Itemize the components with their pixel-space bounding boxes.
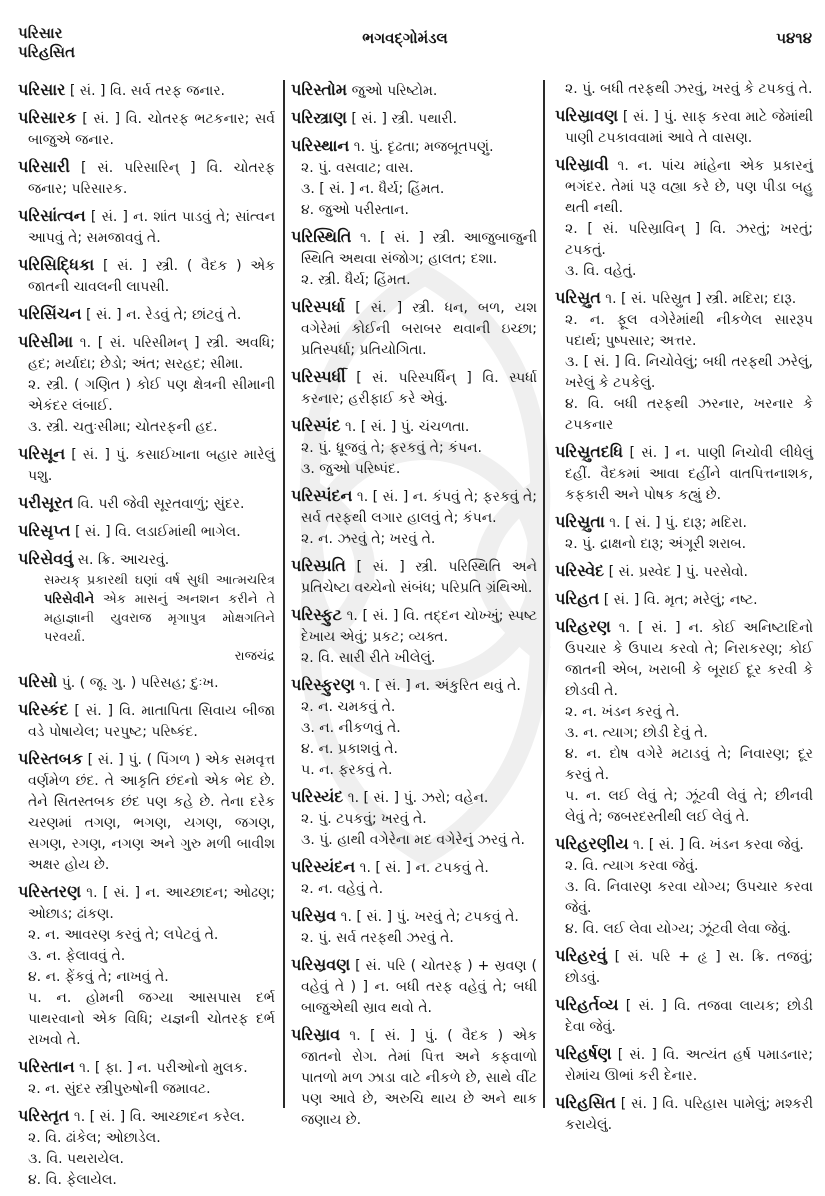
quote-keyword: પરિસેવીને [44,592,95,607]
sense-line: ૨. ન. આવરણ કરવું તે; લપેટવું તે. [28,927,219,943]
definition: ૧. [ સં. ] ન. કોઈ અનિષ્ટાદિનો ઉપચાર કે ઉપાય કરવો તે; નિરાકરણ; કોઈ જાતની એબ, ખરાબી કે બૂરાઈ દૂર કરવી કે છોડવી તે. [565,620,814,699]
definition: [ સં. ] સ્ત્રી. ધન, બળ, યશ વગેરેમાં કોઈની બરાબર થવાની ઇચ્છા; પ્રતિસ્પર્ધા; પ્રતિયોગિતા. [301,300,538,358]
column-divider [543,80,545,1108]
dictionary-entry [18,254,275,298]
dictionary-entry [555,1043,813,1087]
dictionary-entry [555,1092,813,1136]
entry-main-line [18,881,275,925]
definition: [ સં. ] સ્ત્રી. ( વૈદક ) એક જાતની ચાવલની લાપસી. [28,258,276,295]
entry-main-line [291,555,537,599]
entry-main-line [555,945,813,989]
headword: પરિહરણ [555,617,611,636]
sense-line: ૨. પું. બધી તરફથી ઝરવું, ખરવું કે ટપકવું તે. [565,81,813,97]
sense-line: ૩. ન. ફેલાવવું તે. [28,948,126,964]
headword: પરિસેવવું [18,549,74,568]
entry-main-line [291,786,537,809]
entry-main-line [291,107,537,130]
sense-line: ૫. ન. હોમની જગ્યા આસપાસ દર્ભ પાથરવાનો એક વિધિ; યજ્ઞની ચોતરફ દર્ભ રાખવો તે. [28,990,275,1048]
headword: પરિસ્વેદ [555,561,605,580]
definition: [ સં. ] પું. સાફ કરવા માટે જેમાંથી પાણી ટપકાવવામાં આવે તે વાસણ. [565,109,813,146]
dictionary-entry [291,1024,537,1131]
definition: ૧. [ સં. ] વિ. આચ્છાદન કરેલ. [73,1109,245,1125]
sense-line: ૩. પું. હાથી વગેરેના મદ વગેરેનું ઝરવું તે. [301,832,525,848]
definition: [ સં. ] પું. કસાઈખાના બહાર મારેલું પશુ. [28,447,275,484]
dictionary-entry [291,905,537,949]
headword: પરિસારક [18,108,77,127]
sense-line: ૨. ન. ચમકવું તે. [301,699,396,715]
headword: પરિસ્તરણ [18,882,82,901]
definition: [ સં. પરિ ( ચોતરફ ) + સ્રવણ ( વહેવું તે ) ] ન. બધી તરફ વહેવું તે; બધી બાજુએથી સ્રાવ થવો તે. [301,958,537,1016]
entry-main-line [291,604,537,648]
definition: ૧. [ સં. ] પું. ખરવું તે; ટપકવું તે. [340,909,519,925]
definition: [ સં. ] ન. રેડવું તે; છાંટવું તે. [86,307,242,323]
entry-main-line [291,415,537,438]
sense-line: ૨. [ સં. પરિસ્રાવિન્ ] વિ. ઝરતું; ખરતું; ટપકતું. [565,221,813,258]
entry-main-line [18,699,275,743]
entry-main-line [291,226,537,270]
dictionary-entry [18,1105,275,1191]
definition: [ સં. પરિ + હૃ ] સ. ક્રિ. તજવું; છોડવું. [565,949,813,986]
sense-line: ૪. વિ. લઈ લેવા યોગ્ય; ઝૂંટવી લેવા જેવું. [565,921,791,937]
definition: ૧. [ સં. ] ન. ટપકવું તે. [359,860,489,876]
dictionary-entry [18,699,275,743]
definition: [ સં. પરિસ્પર્ધિન્ ] વિ. સ્પર્ધા કરનાર; હરીફાઈ કરે એવું. [301,370,537,407]
column-divider [283,80,285,1108]
dictionary-entry [555,560,813,583]
sense-line: ૨. પું. ટપકવું; ખરવું તે. [301,811,427,827]
headword: પરિસ્પંદન [291,486,353,505]
entry-main-line [291,296,537,361]
dictionary-entry [291,107,537,130]
entry-main-line [18,748,275,876]
dictionary-entry [18,331,275,438]
dictionary-entry [18,1056,275,1100]
headword: પરિસો [18,672,58,691]
dictionary-entry [291,135,537,221]
definition: જુઓ પરિષ્ટોમ. [351,83,438,99]
sense-line: ૨. પું. ધ્રૂજવું તે; ફરકવું તે; કંપન. [301,440,482,456]
definition: [ સં. ] પું. ( પિંગળ ) એક સમવૃત્ત વર્ણમેળ છંદ. તે આકૃતિ છંદનો એક ભેદ છે. તેને સિતસ્તબક છંદ પણ કહે છે. તેના દરેક ચરણમાં તગણ, ભગણ, યગણ, જગણ, સગણ, રગણ, નગણ અને ગુરુ મળી બાવીશ અક્ષર હોય છે. [28,752,275,873]
headword: પરિસૂન [18,444,66,463]
headword: પરિસ્થાન [291,136,350,155]
dictionary-entry [291,366,537,410]
definition: ૧. પું. દૃઢતા; મજબૂતપણું. [353,139,494,155]
entry-main-line [18,303,275,326]
dictionary-entry [555,105,813,149]
sense-line: ૪. ન. ફેંકવું તે; નાખવું તે. [28,969,169,985]
entry-main-line [555,994,813,1038]
headword: પરિસ્પ્રતિ [291,556,346,575]
dictionary-entry [555,511,813,555]
sense-line: ૩. જુઓ પરિષ્પંદ. [301,461,401,477]
dictionary-entry [555,994,813,1038]
definition: [ સં. ] વિ. અત્યંત હર્ષ પમાડનાર; રોમાંચ ઊભાં કરી દેનાર. [565,1047,813,1084]
dictionary-entry [18,548,275,666]
dictionary-entry [291,786,537,851]
definition: ૧. [ સં. ] ન. કંપવું તે; ફરકવું તે; સર્વ તરફથી લગાર હાલવું તે; કંપન. [301,489,537,526]
sense-line: ૨. વિ. ઢાંકેલ; ઓછાડેલ. [28,1130,161,1146]
headword: પરિસ્તબક [18,749,83,768]
definition: [ સં. ] વિ. મૃત; મરેલું; નષ્ટ. [603,592,758,608]
entry-main-line [555,1092,813,1136]
headword: પરિસ્રુત [555,288,601,307]
sense-line: ૩. ન. નીકળવું તે. [301,720,401,736]
entry-main-line [555,1043,813,1087]
headword: પરીસૂરત [18,493,74,512]
entry-main-line [291,856,537,879]
definition: ૧. [ સં. ] પું. ઝરો; વહેન. [347,790,489,806]
headword: પરિસ્રવણ [291,955,351,974]
headword: પરિસિદ્ધિકા [18,255,95,274]
entry-main-line [18,254,275,298]
headword: પરિસ્યંદ [291,787,344,806]
definition: [ સં. ] વિ. માતાપિતા સિવાય બીજા વડે પોષાયેલ; પરપુષ્ટ; પરિષ્કંદ. [28,703,275,740]
entry-main-line [18,1105,275,1128]
sense-line: ૨. સ્ત્રી. ( ગણિત ) કોઈ પણ ક્ષેત્રની સીમાની એકંદર લંબાઈ. [28,377,275,414]
headword: પરિસ્થિતિ [291,227,352,246]
headword: પરિહરણીય [555,834,629,853]
definition: [ સં. ] વિ. ચોતરફ ભટકનાર; સર્વ બાજુએ જનાર. [28,111,276,148]
headword: પરિસ્પર્ધી [291,367,346,386]
guide-word-last: પરિહસિત [18,43,76,61]
sense-line: ૨. સ્ત્રી. ધૈર્ય; હિંમત. [301,272,411,288]
headword: પરિહરવું [555,946,607,965]
entry-main-line [291,905,537,928]
entry-main-line [291,79,537,102]
entry-main-line [555,511,813,534]
sense-line: ૪. વિ. બધી તરફથી ઝરનાર, ખરનાર કે ટપકનાર [565,396,813,433]
sense-line: ૪. જુઓ પરીસ્તાન. [301,202,409,218]
sense-line: ૩. વિ. પથરાયેલ. [28,1151,125,1167]
dictionary-entry [18,492,275,515]
entry-main-line [291,485,537,529]
dictionary-entry [18,156,275,200]
headword: પરિસ્રવ [291,906,337,925]
headword: પરિહર્તવ્ય [555,995,619,1014]
dictionary-entry [555,588,813,611]
dictionary-entry [18,881,275,1051]
dictionary-entry [291,226,537,291]
sense-line: ૫. ન. લઈ લેવું તે; ઝૂંટવી લેવું તે; છીનવી લેવું તે; જબરદસ્તીથી લઈ લેવું તે. [565,788,813,825]
headword: પરિસ્ત્રાણ [291,108,347,127]
quote-text: એક માસનું અનશન કરીને તે મહાજ્ઞાની યુવરાજ મૃગાપુત્ર મોક્ષગતિને પરવર્યા. [44,592,275,645]
definition: [ સં. ] વિ. લડાઈમાંથી ભાગેલ. [74,524,241,540]
definition: ૧. [ સં. ] પું. ચંચળતા. [344,419,470,435]
entry-main-line [291,366,537,410]
entry-main-line [555,287,813,310]
dictionary-entry [555,945,813,989]
definition: ૧. [ સં. ] વિ. ખંડન કરવા જેવું. [633,837,804,853]
headword: પરિસ્તોમ [291,80,348,99]
column-1 [18,79,275,1196]
sense-line: ૨. વિ. સારી રીતે ખીલેલું. [301,650,436,666]
column-2 [291,79,537,1136]
sense-line: ૪. ન. દોષ વગેરે મટાડવું તે; નિવારણ; દૂર કરવું તે. [565,746,813,783]
sense-line: ૩. સ્ત્રી. ચતુઃસીમા; ચોતરફની હદ. [28,419,218,435]
dictionary-entry [555,833,813,940]
definition: પું. ( જૂ. ગુ. ) પરિસહ; દુઃખ. [61,675,219,691]
headword: પરિસ્યંદન [291,857,356,876]
definition: ૧. [ સં. ] ન. અંકુરિત થવું તે. [359,678,521,694]
definition: ૧. [ ફા. ] ન. પરીઓનો મુલક. [79,1060,248,1076]
definition: [ સં. ] સ્ત્રી. પથારી. [351,111,458,127]
sense-line: ૨. વિ. ત્યાગ કરવા જેવું. [565,858,699,874]
page-number: ૫૪૧૪ [776,29,812,47]
entry-main-line [18,156,275,200]
entry-main-line [18,492,275,515]
entry-main-line [555,441,813,506]
sense-line: ૨. ન. સુંદર સ્ત્રીપુરુષોની જમાવટ. [28,1081,211,1097]
headword: પરિસીમા [18,332,74,351]
entry-main-line [18,671,275,694]
dictionary-entry [291,79,537,102]
guide-word-first: પરિસાર [18,24,63,42]
sense-line: ૩. [ સં. ] વિ. નિચોવેલું; બધી તરફથી ઝરેલું, ખરેલું કે ટપકેલું. [565,354,813,391]
column-3 [555,79,813,1141]
entry-main-line [291,674,537,697]
dictionary-entry [18,671,275,694]
definition: સ. ક્રિ. આચરવું. [77,552,170,568]
entry-main-line [18,548,275,571]
entry-main-line [555,105,813,149]
sense-line: ૨. પું. દ્રાક્ષનો દારૂ; અંગૂરી શરાબ. [565,536,747,552]
definition: [ સં. ] વિ. સર્વ તરફ જનાર. [69,83,226,99]
dictionary-entry [291,604,537,669]
book-title: ભગવદ્ગોમંડલ [362,29,448,47]
entry-main-line [18,1056,275,1079]
sense-line: ૩. [ સં. ] ન. ધૈર્ય; હિંમત. [301,181,445,197]
headword: પરિસ્ફુરણ [291,675,355,694]
definition: ૧. [ સં. પરિસીમન્ ] સ્ત્રી. અવધિ; હદ; મર્યાદા; છેડો; અંત; સરહદ; સીમા. [28,335,275,372]
sense-line: ૨. પું. વસવાટ; વાસ. [301,160,414,176]
sense-line: ૩. વિ. નિવારણ કરવા યોગ્ય; ઉપચાર કરવા જેવું. [565,879,813,916]
definition: ૧. [ સં. ] ન. આચ્છાદન; ઓઢણ; ઓછાડ; ઢાંકણ. [28,885,275,922]
sense-line: ૨. ન. ફૂલ વગેરેમાંથી નીકળેલ સારરૂપ પદાર્થ; પુષ્પસાર; અત્તર. [565,312,813,349]
dictionary-entry [291,296,537,361]
headword: પરિસ્રુતદધિ [555,442,624,461]
headword: પરિસ્રુતા [555,512,605,531]
entry-main-line [18,79,275,102]
dictionary-entry [555,154,813,282]
sense-line: ૩. વિ. વહેતું. [565,263,637,279]
dictionary-entry [18,520,275,543]
sense-line: ૩. ન. ત્યાગ; છોડી દેવું તે. [565,725,708,741]
headword: પરિસાર [18,80,66,99]
dictionary-entry [291,856,537,900]
headword: પરિહત [555,589,600,608]
dictionary-entry [555,441,813,506]
definition: ૧. [ સં. ] પું. દારૂ; મદિરા. [609,515,747,531]
dictionary-entry [18,748,275,876]
headword: પરિસ્રાવ [291,1025,341,1044]
entry-main-line [291,954,537,1019]
headword: પરિસ્તાન [18,1057,75,1076]
entry-main-line [18,205,275,249]
sense-line: ૨. ન. વહેવું તે. [301,881,384,897]
headword: પરિસ્રાવણ [555,106,619,125]
sense-line: ૨. ન. ઝરવું તે; ખરવું તે. [301,531,436,547]
definition: ૧. [ સં. પરિસ્રુત ] સ્ત્રી. મદિરા; દારૂ. [605,291,797,307]
sense-line: ૪. ન. પ્રકાશવું તે. [301,741,399,757]
definition: [ સં. ] ન. પાણી નિચોવી લીધેલું દહીં. વૈદકમાં આવા દહીંને વાતપિત્તનાશક, કફકારી અને પોષક કહ્યું છે. [565,445,813,503]
definition: ૧. [ સં. ] વિ. તદ્દન ચોખ્ખું; સ્પષ્ટ દેખાય એવું; પ્રકટ; વ્યક્ત. [301,608,537,645]
sense-line: ૪. વિ. ફેલાયેલ. [28,1172,117,1188]
sense-line: ૨. પું. સર્વ તરફથી ઝરવું તે. [301,930,454,946]
dictionary-entry [18,443,275,487]
quote-author: રાજચંદ્ર [234,649,275,664]
definition: [ સં. ] વિ. તજવા લાયક; છોડી દેવા જેવું. [565,998,814,1035]
sense-line: ૫. ન. ફરકવું તે. [301,762,393,778]
dictionary-entry [18,107,275,151]
entry-main-line [555,154,813,219]
dictionary-entry [18,303,275,326]
entry-main-line [291,1024,537,1131]
definition: વિ. પરી જેવી સૂરતવાળું; સુંદર. [77,496,245,512]
definition: [ સં. પરિસારિન્ ] વિ. ચોતરફ જનાર; પરિસારક. [28,160,275,197]
headword: પરિસૃપ્ત [18,521,71,540]
dictionary-entry [291,555,537,599]
headword: પરિહર્ષણ [555,1044,612,1063]
definition: ૧. [ સં. ] સ્ત્રી. આજુબાજુની સ્થિતિ અથવા સંજોગ; હાલત; દશા. [301,230,537,267]
dictionary-entry [18,205,275,249]
entry-main-line [555,616,813,702]
sense-line: ૨. ન. ખંડન કરવું તે. [565,704,680,720]
headword: પરિસ્તૃત [18,1106,70,1125]
dictionary-entry [291,674,537,781]
definition: [ સં. ] વિ. પરિહાસ પામેલું; મશ્કરી કરાયેલું. [565,1096,814,1133]
headword: પરિસ્કંદ [18,700,69,719]
entry-main-line [18,331,275,375]
entry-main-line [291,135,537,158]
headword: પરિસાંત્વન [18,206,86,225]
definition: [ સં. ] સ્ત્રી. પરિસ્થિતિ અને પ્રતિચેષ્ટા વચ્ચેનો સંબંધ; પરિપ્રતિ ગ્રંથિઓ. [301,559,537,596]
dictionary-entry [18,79,275,102]
dictionary-entry [291,485,537,550]
entry-main-line [18,443,275,487]
headword: પરિસિંચન [18,304,82,323]
headword: પરિસ્પર્ધા [291,297,346,316]
dictionary-entry [555,287,813,436]
definition: ૧. [ સં. ] પું. ( વૈદક ) એક જાતનો રોગ. તેમાં પિત્ત અને કફવાળો પાતળો મળ ઝાડા વાટે નીકળે છે, સાથે વીંટ પણ આવે છે, અરુચિ થાય છે અને થાક જણાય છે. [301,1028,538,1128]
headword: પરિસ્પંદ [291,416,341,435]
headword: પરિસારી [18,157,71,176]
dictionary-entry [291,415,537,480]
dictionary-entry [555,616,813,828]
entry-main-line [18,107,275,151]
entry-main-line [555,833,813,856]
citation-quote [18,571,275,647]
headword: પરિસ્રાવી [555,155,609,174]
entry-main-line [555,560,813,583]
entry-main-line [555,588,813,611]
entry-main-line [18,520,275,543]
definition: ૧. ન. પાંચ માંહેના એક પ્રકારનું ભગંદર. તેમાં પરૂ વહ્યા કરે છે, પણ પીડા બહુ થતી નથી. [565,158,813,216]
definition: [ સં. પ્રસ્વેદ ] પું. પરસેવો. [608,564,748,580]
headword: પરિહસિત [555,1093,616,1112]
dictionary-entry [291,954,537,1019]
definition: [ સં. ] ન. શાંત પાડવું તે; સાંત્વન આપવું તે; સમજાવવું તે. [28,209,275,246]
headword: પરિસ્ફુટ [291,605,342,624]
quote-text: સમ્યક્ પ્રકારથી ઘણાં વર્ષ સુધી આત્મચરિત્ર [44,573,275,588]
